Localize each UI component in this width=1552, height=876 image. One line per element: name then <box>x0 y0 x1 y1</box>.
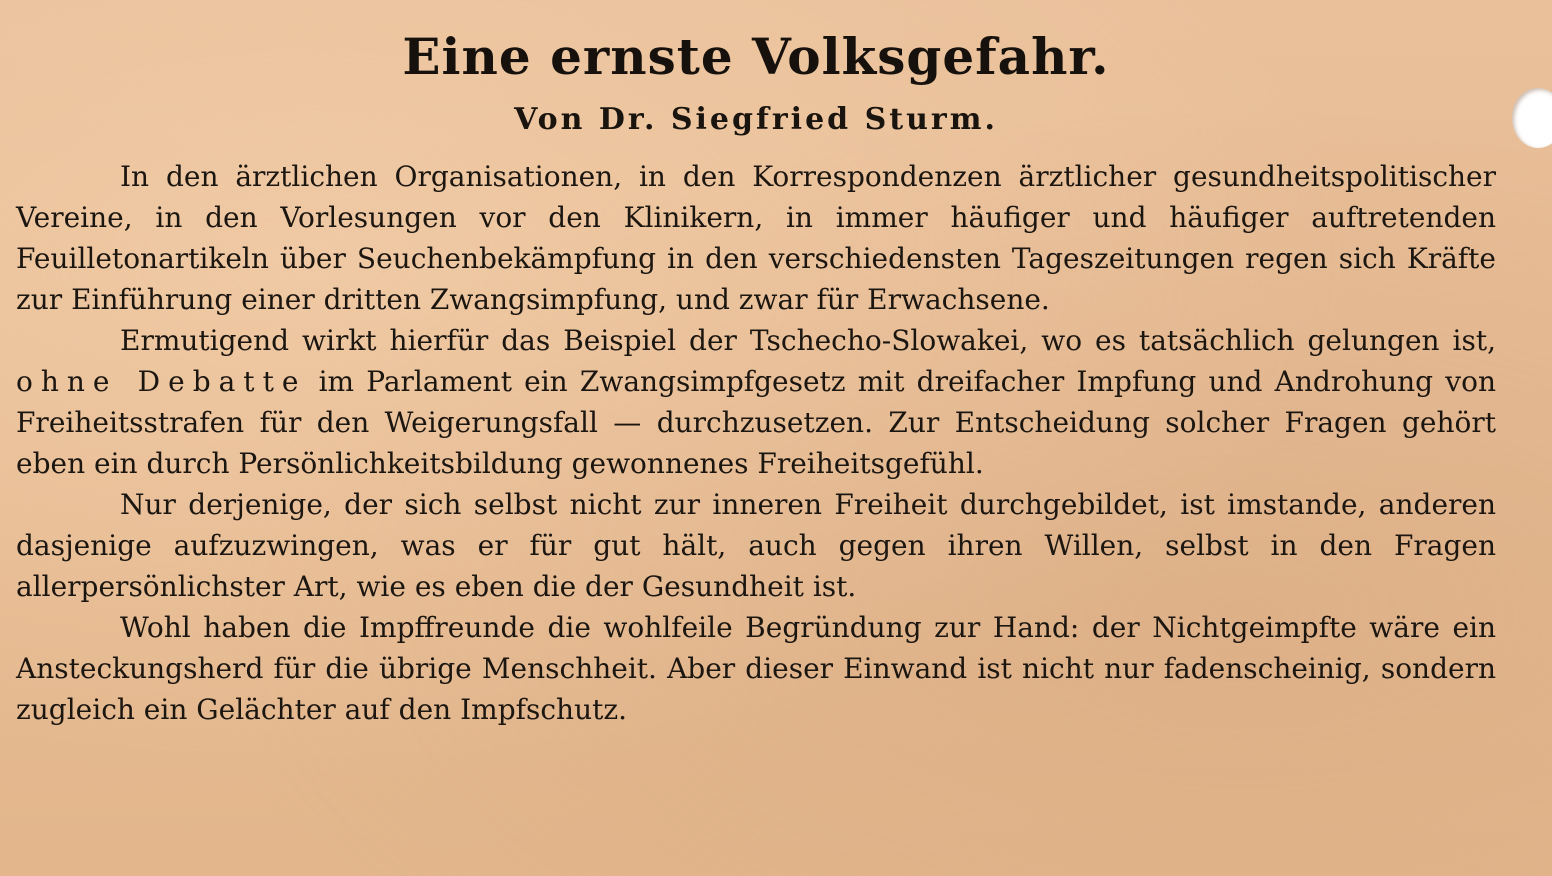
paragraph-4: Wohl haben die Impffreunde die wohlfeile Begründung zur Hand: der Nichtgeimpfte wäre ein Ansteckungsherd für die übrige Menschheit. Aber dieser Einwand ist nicht nur fadenscheinig, sondern zugleich ein Gelächter auf den Impfschutz. <box>16 611 1496 726</box>
article-byline: Von Dr. Siegfried Sturm. <box>514 102 998 137</box>
article-body <box>16 156 1496 730</box>
paragraph-3: Nur derjenige, der sich selbst nicht zur inneren Freiheit durchgebildet, ist imstande, anderen dasjenige aufzuzwingen, was er für gut hält, auch gegen ihren Willen, selbst in den Fragen allerpersönlichster Art, wie es eben die der Gesundheit ist. <box>16 488 1496 603</box>
punch-hole <box>1512 88 1552 148</box>
paragraph-2 <box>16 320 1496 484</box>
paragraph-2-end: im Parlament ein Zwangsimpfgesetz mit dreifacher Impfung und Androhung von Freiheitsstrafen für den Weigerungsfall — durchzusetzen. Zur Entscheidung solcher Fragen gehört eben ein durch Persönlichkeitsbildung gewonnenes Freiheitsgefühl. <box>16 365 1496 480</box>
emphasis-spaced: ohne Debatte <box>16 365 307 398</box>
paragraph-2-start: Ermutigend wirkt hierfür das Beispiel der Tschecho-Slowakei, wo es tatsächlich gelungen ist, <box>120 324 1496 357</box>
article-title: Eine ernste Volksgefahr. <box>402 27 1110 86</box>
paragraph-1: In den ärztlichen Organisationen, in den Korrespondenzen ärztlicher gesundheitspolitischer Vereine, in den Vorlesungen vor den Klinikern, in immer häufiger und häufiger auftretenden Feuilletonartikeln über Seuchenbekämpfung in den verschiedensten Tageszeitungen regen sich Kräfte zur Einführung einer dritten Zwangsimpfung, und zwar für Erwachsene. <box>16 160 1496 316</box>
